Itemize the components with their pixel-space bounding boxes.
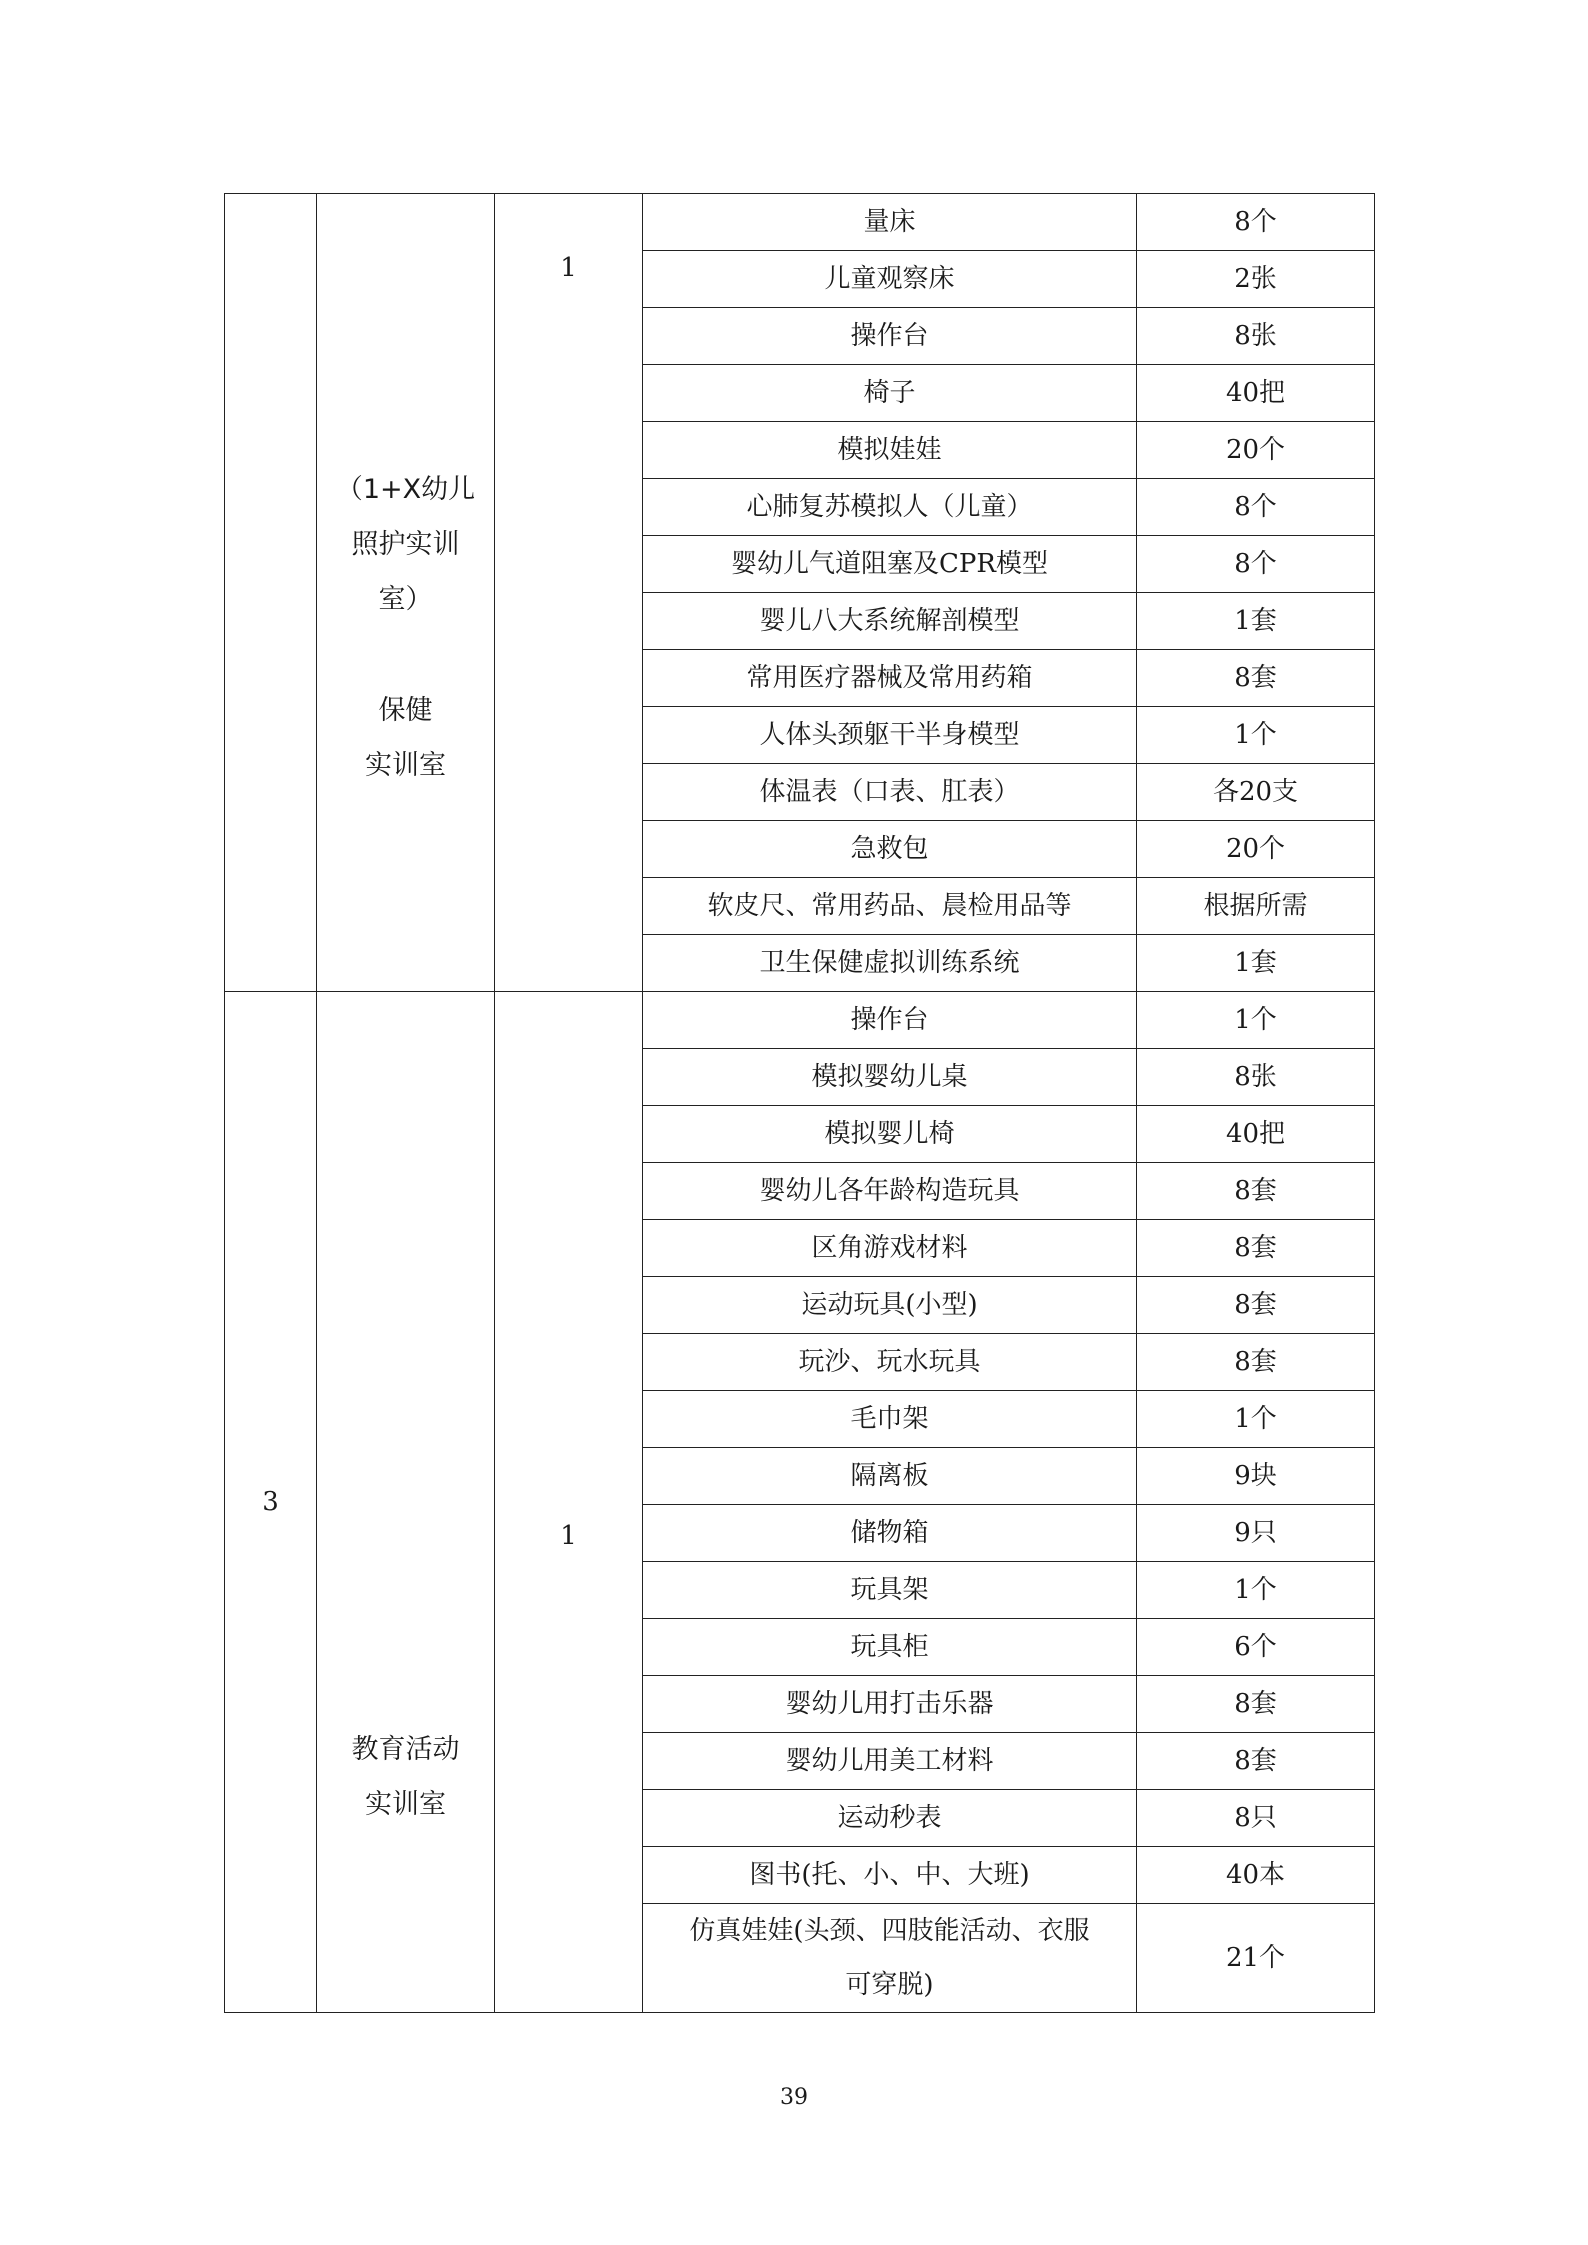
item-qty: 2张 [1137, 251, 1375, 308]
item-name: 婴幼儿用美工材料 [643, 1733, 1137, 1790]
item-name: 毛巾架 [643, 1391, 1137, 1448]
item-name: 运动玩具(小型) [643, 1277, 1137, 1334]
item-name: 模拟婴儿椅 [643, 1106, 1137, 1163]
room-name-cell [317, 194, 495, 992]
item-name: 模拟娃娃 [643, 422, 1137, 479]
item-qty: 8套 [1137, 1676, 1375, 1733]
item-qty: 21个 [1137, 1904, 1375, 2013]
item-name: 急救包 [643, 821, 1137, 878]
item-qty: 各20支 [1137, 764, 1375, 821]
item-name: 体温表（口表、肛表） [643, 764, 1137, 821]
count-cell [495, 194, 643, 992]
item-name: 婴儿八大系统解剖模型 [643, 593, 1137, 650]
item-name [643, 1904, 1137, 2013]
item-qty: 40本 [1137, 1847, 1375, 1904]
item-qty: 8只 [1137, 1790, 1375, 1847]
item-qty: 根据所需 [1137, 878, 1375, 935]
room-name-line: 照护实训 [351, 529, 460, 560]
item-name: 儿童观察床 [643, 251, 1137, 308]
item-qty: 8套 [1137, 1220, 1375, 1277]
room-count: 1 [560, 1521, 577, 1551]
item-name: 量床 [643, 194, 1137, 251]
item-qty: 1个 [1137, 707, 1375, 764]
room-name-line: 教育活动 [351, 1734, 460, 1765]
item-qty: 8套 [1137, 1334, 1375, 1391]
table-row [225, 194, 1375, 251]
item-name: 图书(托、小、中、大班) [643, 1847, 1137, 1904]
item-qty: 20个 [1137, 821, 1375, 878]
item-qty: 6个 [1137, 1619, 1375, 1676]
item-qty: 8个 [1137, 536, 1375, 593]
equipment-table [224, 193, 1375, 2013]
item-qty: 8套 [1137, 1733, 1375, 1790]
item-qty: 1个 [1137, 992, 1375, 1049]
room-name-line: 实训室 [365, 750, 446, 781]
item-name: 运动秒表 [643, 1790, 1137, 1847]
item-qty: 8张 [1137, 1049, 1375, 1106]
item-name: 常用医疗器械及常用药箱 [643, 650, 1137, 707]
item-name: 玩具柜 [643, 1619, 1137, 1676]
item-name: 区角游戏材料 [643, 1220, 1137, 1277]
item-name: 玩沙、玩水玩具 [643, 1334, 1137, 1391]
item-name: 椅子 [643, 365, 1137, 422]
item-name: 婴幼儿气道阻塞及CPR模型 [643, 536, 1137, 593]
table-row [225, 992, 1375, 1049]
item-qty: 8个 [1137, 194, 1375, 251]
room-name-line: 保健 [378, 695, 433, 726]
item-name: 储物箱 [643, 1505, 1137, 1562]
room-name-line: 室） [378, 584, 433, 615]
item-name: 卫生保健虚拟训练系统 [643, 935, 1137, 992]
item-qty: 9只 [1137, 1505, 1375, 1562]
item-name-line: 仿真娃娃(头颈、四肢能活动、衣服 [689, 1916, 1090, 1946]
item-name: 软皮尺、常用药品、晨检用品等 [643, 878, 1137, 935]
item-name: 婴幼儿各年龄构造玩具 [643, 1163, 1137, 1220]
item-name: 婴幼儿用打击乐器 [643, 1676, 1137, 1733]
room-count: 1 [560, 253, 577, 283]
item-qty: 1套 [1137, 593, 1375, 650]
item-name: 心肺复苏模拟人（儿童） [643, 479, 1137, 536]
item-qty: 40把 [1137, 1106, 1375, 1163]
room-name-cell [317, 992, 495, 2013]
item-name: 玩具架 [643, 1562, 1137, 1619]
item-qty: 9块 [1137, 1448, 1375, 1505]
item-qty: 20个 [1137, 422, 1375, 479]
item-qty: 1个 [1137, 1562, 1375, 1619]
index-cell-empty [225, 194, 317, 992]
item-qty: 8套 [1137, 1277, 1375, 1334]
page-number: 39 [780, 2085, 808, 2110]
item-qty: 1个 [1137, 1391, 1375, 1448]
item-name: 操作台 [643, 992, 1137, 1049]
item-qty: 40把 [1137, 365, 1375, 422]
index-cell: 3 [225, 992, 317, 2013]
item-qty: 1套 [1137, 935, 1375, 992]
item-name-line: 可穿脱) [845, 1970, 934, 2000]
item-name: 人体头颈躯干半身模型 [643, 707, 1137, 764]
item-name: 操作台 [643, 308, 1137, 365]
item-name: 隔离板 [643, 1448, 1137, 1505]
room-name-line: 实训室 [365, 1789, 446, 1820]
room-name-line: （1+X幼儿 [335, 474, 476, 505]
item-qty: 8张 [1137, 308, 1375, 365]
item-name: 模拟婴幼儿桌 [643, 1049, 1137, 1106]
item-qty: 8个 [1137, 479, 1375, 536]
item-qty: 8套 [1137, 650, 1375, 707]
count-cell [495, 992, 643, 2013]
item-qty: 8套 [1137, 1163, 1375, 1220]
